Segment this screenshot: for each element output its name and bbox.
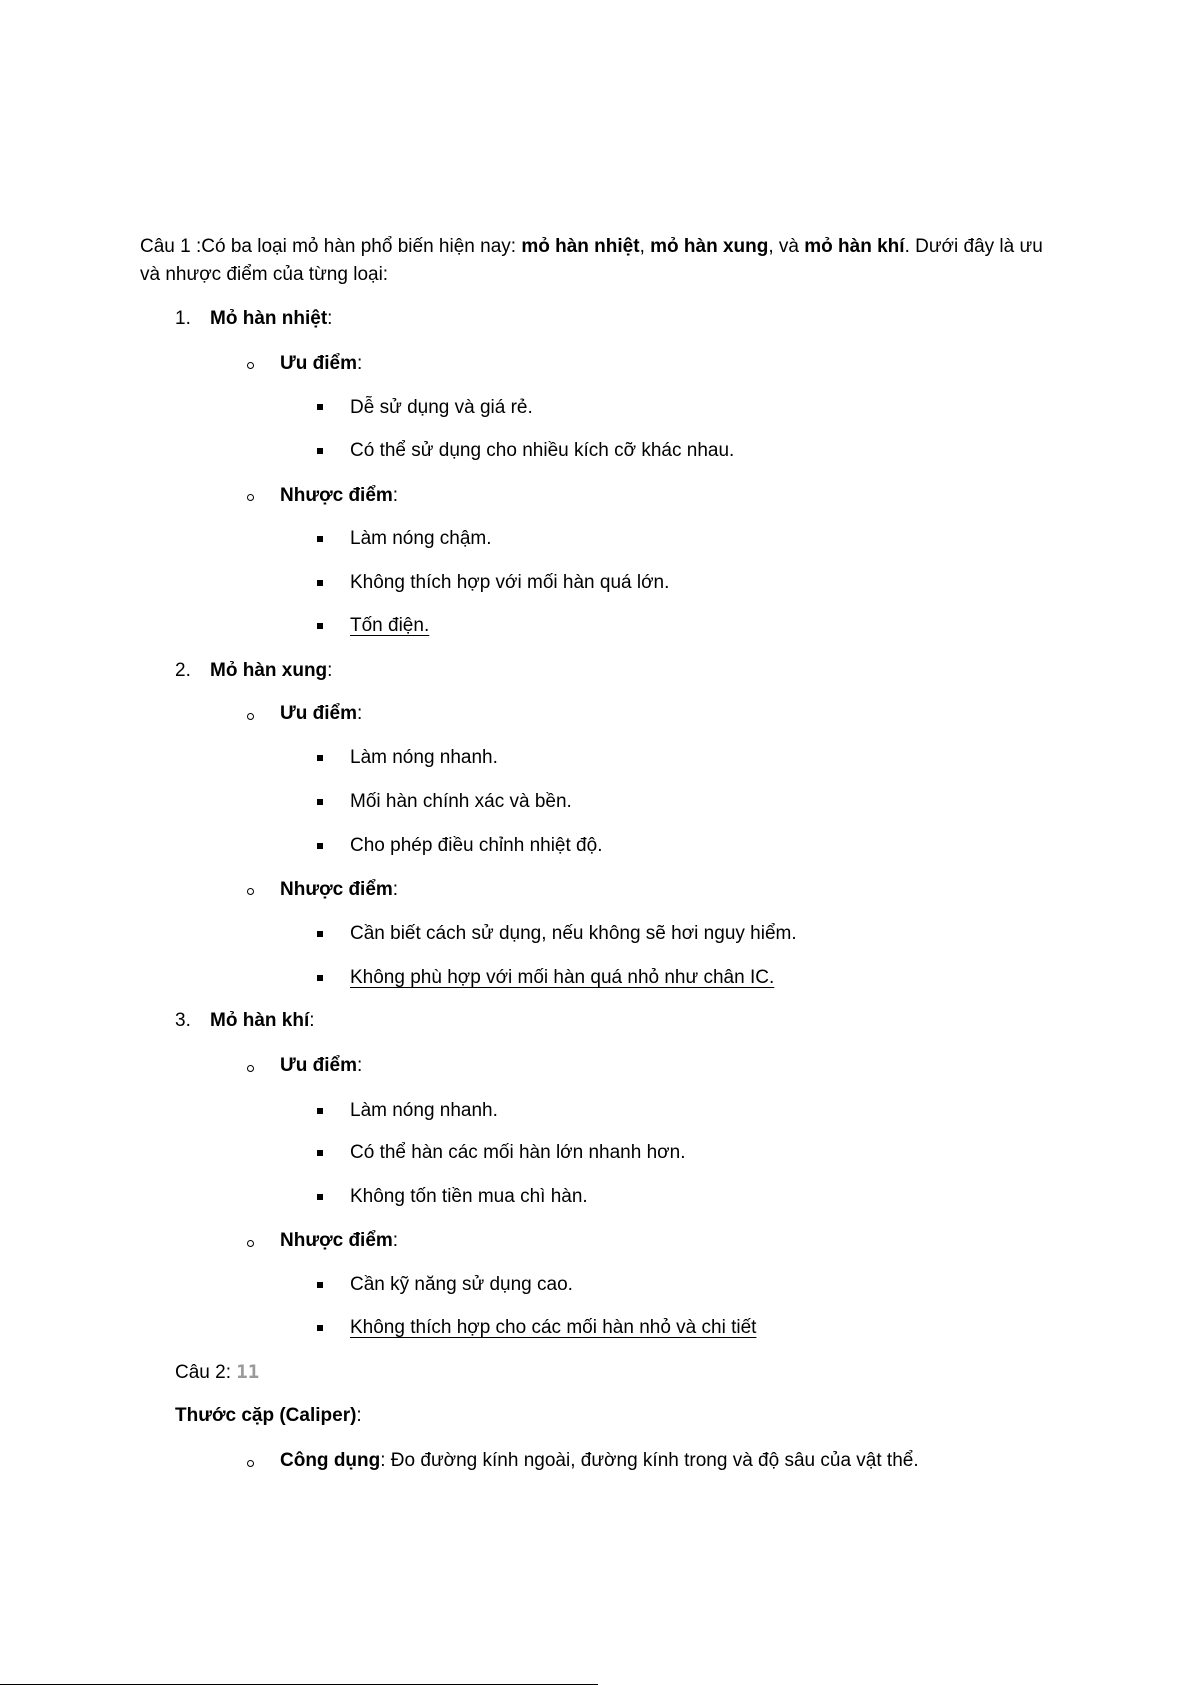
item-3-pro-3: Không tốn tiền mua chì hàn. bbox=[350, 1186, 588, 1207]
item-1-number: 1. bbox=[175, 308, 191, 329]
caliper-heading bbox=[175, 1404, 362, 1428]
circle-bullet-icon bbox=[247, 713, 254, 720]
item-2-con-2: Không phù hợp với mối hàn quá nhỏ như chân IC. bbox=[350, 967, 775, 988]
q1-intro-bold-1: mỏ hàn nhiệt bbox=[521, 236, 640, 257]
item-1-heading bbox=[210, 307, 332, 331]
item-1-pro-1: Dễ sử dụng và giá rẻ. bbox=[350, 397, 533, 418]
item-2-colon: : bbox=[327, 660, 333, 681]
cons-label: Nhược điểm bbox=[280, 485, 393, 506]
item-1-con-1: Làm nóng chậm. bbox=[350, 528, 492, 549]
square-bullet-icon bbox=[317, 536, 323, 542]
square-bullet-icon bbox=[317, 755, 323, 761]
item-3-pro-1: Làm nóng nhanh. bbox=[350, 1100, 498, 1121]
item-1-con-3: Tốn điện. bbox=[350, 615, 430, 636]
item-3-cons-label bbox=[280, 1229, 398, 1253]
square-bullet-icon bbox=[317, 975, 323, 981]
caliper-use-label: Công dụng bbox=[280, 1450, 381, 1471]
item-3-con-1: Cần kỹ năng sử dụng cao. bbox=[350, 1274, 573, 1295]
item-2-pros-label bbox=[280, 702, 362, 726]
pros-label: Ưu điểm bbox=[280, 1055, 357, 1076]
q1-intro-text: Câu 1 :Có ba loại mỏ hàn phổ biến hiện nay: bbox=[140, 236, 522, 257]
q1-intro-line1 bbox=[140, 235, 1043, 259]
colon: : bbox=[392, 485, 399, 506]
circle-bullet-icon bbox=[247, 1240, 254, 1247]
item-1-pro-2: Có thể sử dụng cho nhiều kích cỡ khác nhau. bbox=[350, 440, 735, 461]
square-bullet-icon bbox=[317, 1108, 323, 1114]
pros-label: Ưu điểm bbox=[280, 353, 357, 374]
item-1-con-2: Không thích hợp với mối hàn quá lớn. bbox=[350, 572, 670, 593]
circle-bullet-icon bbox=[247, 888, 254, 895]
item-3-colon: : bbox=[309, 1010, 315, 1031]
q2-number: 11 bbox=[236, 1361, 260, 1383]
colon: : bbox=[357, 353, 363, 374]
circle-bullet-icon bbox=[247, 494, 254, 501]
item-3-pros-label bbox=[280, 1054, 362, 1078]
caliper-use bbox=[280, 1449, 919, 1473]
q1-intro-bold-2: mỏ hàn xung bbox=[650, 236, 769, 257]
item-3-pro-2: Có thể hàn các mối hàn lớn nhanh hơn. bbox=[350, 1142, 686, 1163]
item-2-heading bbox=[210, 659, 332, 683]
item-3-heading bbox=[210, 1009, 315, 1033]
circle-bullet-icon bbox=[247, 1065, 254, 1072]
item-1-cons-label bbox=[280, 484, 398, 508]
colon: : bbox=[392, 1230, 399, 1251]
item-2-cons-label bbox=[280, 878, 398, 902]
square-bullet-icon bbox=[317, 843, 323, 849]
square-bullet-icon bbox=[317, 1325, 323, 1331]
q1-intro-line2: và nhược điểm của từng loại: bbox=[140, 264, 389, 285]
cons-label: Nhược điểm bbox=[280, 879, 393, 900]
q1-intro-tail: . Dưới đây là ưu bbox=[904, 236, 1043, 257]
square-bullet-icon bbox=[317, 404, 323, 410]
item-2-con-1: Cần biết cách sử dụng, nếu không sẽ hơi nguy hiểm. bbox=[350, 923, 797, 944]
square-bullet-icon bbox=[317, 1150, 323, 1156]
square-bullet-icon bbox=[317, 1282, 323, 1288]
square-bullet-icon bbox=[317, 799, 323, 805]
item-3-title: Mỏ hàn khí bbox=[210, 1010, 310, 1031]
circle-bullet-icon bbox=[247, 1460, 254, 1467]
q1-intro-sep-1: , bbox=[639, 236, 651, 257]
q1-intro-sep-2: , và bbox=[768, 236, 805, 257]
item-3-con-2: Không thích hợp cho các mối hàn nhỏ và chi tiết bbox=[350, 1317, 757, 1338]
square-bullet-icon bbox=[317, 1194, 323, 1200]
item-2-number: 2. bbox=[175, 660, 191, 681]
colon: : bbox=[357, 703, 363, 724]
item-2-pro-1: Làm nóng nhanh. bbox=[350, 747, 498, 768]
item-1-title: Mỏ hàn nhiệt bbox=[210, 308, 328, 329]
square-bullet-icon bbox=[317, 931, 323, 937]
colon: : bbox=[392, 879, 399, 900]
cons-label: Nhược điểm bbox=[280, 1230, 393, 1251]
circle-bullet-icon bbox=[247, 362, 254, 369]
square-bullet-icon bbox=[317, 623, 323, 629]
caliper-colon: : bbox=[356, 1405, 362, 1426]
square-bullet-icon bbox=[317, 448, 323, 454]
item-3-number: 3. bbox=[175, 1010, 191, 1031]
q2-label: Câu 2: bbox=[175, 1362, 237, 1383]
square-bullet-icon bbox=[317, 580, 323, 586]
q2-heading bbox=[175, 1360, 259, 1385]
colon: : bbox=[357, 1055, 363, 1076]
item-1-pros-label bbox=[280, 352, 362, 376]
caliper-title: Thước cặp (Caliper) bbox=[175, 1405, 357, 1426]
item-2-pro-2: Mối hàn chính xác và bền. bbox=[350, 791, 572, 812]
item-1-colon: : bbox=[327, 308, 333, 329]
item-2-title: Mỏ hàn xung bbox=[210, 660, 328, 681]
caliper-use-text: : Đo đường kính ngoài, đường kính trong và độ sâu của vật thể. bbox=[380, 1450, 919, 1471]
q1-intro-bold-3: mỏ hàn khí bbox=[804, 236, 905, 257]
item-2-pro-3: Cho phép điều chỉnh nhiệt độ. bbox=[350, 835, 603, 856]
pros-label: Ưu điểm bbox=[280, 703, 357, 724]
